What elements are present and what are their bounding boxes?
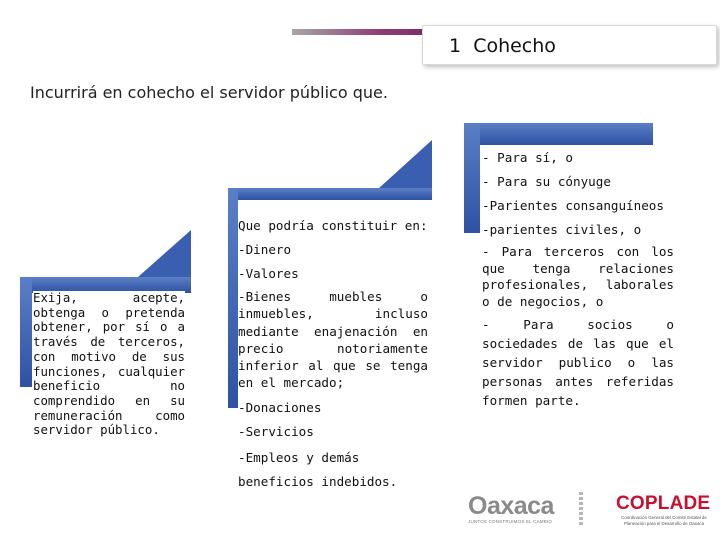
step-2-arrow-tip: [379, 140, 432, 188]
step-2-line: Que podría constituir en:: [238, 218, 428, 233]
step-3-line: - Para socios o sociedades de las que el servidor publico o las personas antes referidas formen parte.: [482, 317, 674, 408]
step-2-line: -Bienes muebles o inmuebles, incluso mediante enajenación en precio notoriamente inferior al que se tenga en el mercado;: [238, 289, 428, 391]
coplade-logo-wordmark: COPLADE: [616, 493, 711, 514]
logo-divider-icon: [575, 492, 587, 528]
step-3-edge: [464, 123, 480, 233]
slide-number: 1: [449, 35, 462, 57]
step-2-line: -Empleos y demás beneficios indebidos.: [238, 449, 398, 489]
step-3-bar: [464, 123, 653, 145]
step-3-line: - Para terceros con los que tenga relaciones profesionales, laborales o de negocios, o: [482, 244, 674, 309]
oaxaca-logo: [468, 494, 554, 524]
step-2-line: -Donaciones: [238, 399, 322, 415]
step-1-edge: [20, 277, 32, 387]
step-1-card: [33, 291, 185, 438]
step-1-arrow-tip: [138, 230, 191, 277]
step-2-card: [238, 216, 428, 494]
step-2-line: -Dinero: [238, 242, 292, 257]
oaxaca-logo-wordmark: Oaxaca: [468, 492, 554, 520]
slide-intro: Incurrirá en cohecho el servidor público que.: [30, 83, 388, 102]
slide-title: Cohecho: [473, 35, 556, 57]
step-3-line: - Para su cónyuge: [482, 174, 611, 189]
coplade-logo-subtitle: Coordinación General del Comité Estatal de Planeación para el Desarrollo de Oaxaca: [621, 515, 707, 526]
step-2-bar: [228, 188, 432, 200]
coplade-logo: [616, 494, 712, 526]
step-1-text: Exija, acepte, obtenga o pretenda obtener, por sí o a través de terceros, con motivo de sus funciones, cualquier beneficio no comprendido en su remuneración como servidor público.: [33, 290, 185, 438]
step-3-line: -parientes civiles, o: [482, 222, 642, 237]
step-2-line: -Servicios: [238, 423, 314, 439]
step-3-line: -Parientes consanguíneos: [482, 198, 664, 213]
oaxaca-logo-tagline: JUNTOS CONSTRUIMOS EL CAMBIO: [468, 519, 553, 524]
step-2-edge: [228, 188, 238, 408]
step-3-line: - Para sí, o: [482, 150, 573, 165]
step-2-line: -Valores: [238, 266, 299, 281]
step-3-card: [482, 148, 674, 410]
slide-title-box: [422, 25, 717, 65]
